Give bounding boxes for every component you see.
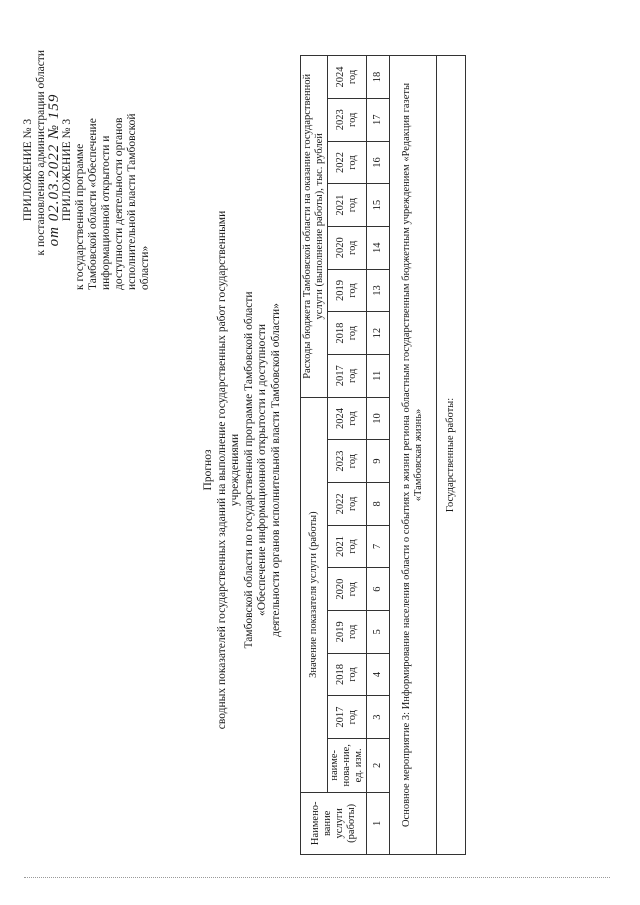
year-word: год (347, 453, 358, 469)
year-word: год (347, 411, 358, 426)
title-line: сводных показателей государственных заданий на выполнение государственных работ государственными учреждениями (215, 210, 241, 730)
title-line: «Обеспечение информационной открытости и доступности (256, 324, 268, 616)
appendix-program-line: Тамбовской области «Обеспечение (87, 118, 99, 290)
column-number: 7 (367, 525, 390, 568)
column-number: 10 (367, 397, 390, 440)
year-word: год (347, 197, 358, 213)
year-value: 2020 (335, 578, 346, 600)
column-number: 15 (367, 184, 390, 227)
appendix-block (22, 50, 152, 290)
column-number: 3 (367, 696, 390, 739)
indicator-year-header (328, 610, 367, 653)
year-word: год (347, 539, 358, 554)
expense-year-header (328, 226, 367, 269)
year-value: 2022 (335, 493, 346, 515)
column-number: 13 (367, 269, 390, 312)
appendix-subheading: ПРИЛОЖЕНИЕ № 3 (61, 118, 73, 222)
column-number: 4 (367, 653, 390, 696)
year-word: год (347, 325, 358, 341)
expense-year-header (328, 354, 367, 397)
column-number: 5 (367, 610, 390, 653)
expense-year-header (328, 269, 367, 312)
year-value: 2017 (335, 365, 346, 387)
indicator-year-header (328, 440, 367, 483)
year-value: 2021 (335, 535, 346, 557)
title-line: деятельности органов исполнительной власти Тамбовской области» (269, 303, 282, 637)
year-word: год (347, 240, 358, 255)
year-value: 2018 (335, 664, 346, 685)
title-word: Прогноз (202, 449, 214, 491)
year-value: 2018 (335, 322, 346, 344)
year-value: 2019 (335, 621, 346, 643)
column-number: 17 (367, 98, 390, 141)
header-row-top (301, 56, 328, 855)
indicator-year-header (328, 653, 367, 696)
handwritten-date-number: от 02.03.2022 № 159 (46, 93, 62, 247)
column-number: 18 (367, 56, 390, 99)
expense-year-header (328, 56, 367, 99)
year-value: 2019 (335, 279, 346, 301)
works-label-cell: Государственные работы: (437, 56, 466, 855)
column-number-row (367, 56, 390, 855)
year-value: 2021 (335, 194, 346, 216)
expense-year-header (328, 184, 367, 227)
expense-year-header (328, 98, 367, 141)
year-value: 2020 (335, 237, 346, 259)
column-number: 11 (367, 354, 390, 397)
scan-edge (24, 867, 610, 878)
indicator-header: Значение показателя услуги (работы) (301, 397, 328, 792)
indicator-year-header (328, 525, 367, 568)
appendix-heading: ПРИЛОЖЕНИЕ № 3 (22, 118, 34, 222)
year-value: 2024 (335, 407, 346, 429)
indicator-year-header (328, 397, 367, 440)
title-line: Тамбовской области по государственной программе Тамбовской области (242, 291, 255, 649)
expense-header: Расходы бюджета Тамбовской области на оказание государственной услуги (выполнение работы), тыс. рублей (301, 56, 328, 398)
document-title (202, 210, 283, 730)
year-word: год (347, 496, 358, 511)
year-word: год (347, 624, 358, 639)
column-number: 1 (367, 792, 390, 854)
main-event-cell: Основное мероприятие 3: Информирование населения области о событиях в жизни региона областным государственным бюджетным учреждением «Редакция газеты «Тамбовская жизнь» (390, 56, 437, 855)
year-word: год (347, 112, 358, 127)
appendix-program-line: информационной открытости и (100, 135, 112, 290)
indicator-year-header (328, 482, 367, 525)
column-number: 8 (367, 482, 390, 525)
expense-year-header (328, 141, 367, 184)
indicator-year-header (328, 568, 367, 611)
rotated-sheet (20, 40, 610, 880)
column-number: 6 (367, 568, 390, 611)
unit-header: наиме-нова-ние, ед. изм. (328, 739, 367, 793)
column-number: 16 (367, 141, 390, 184)
year-word: год (347, 283, 358, 298)
works-row (437, 56, 466, 855)
year-word: год (347, 710, 358, 725)
year-value: 2023 (335, 450, 346, 472)
year-value: 2017 (335, 706, 346, 728)
appendix-program-line: к государственной программе (74, 143, 86, 290)
year-word: год (347, 667, 358, 682)
year-value: 2022 (335, 151, 346, 173)
expense-year-header (328, 312, 367, 355)
year-word: год (347, 581, 358, 597)
name-header: Наимено-вание услуги (работы) (301, 792, 367, 854)
forecast-table (300, 55, 466, 855)
column-number: 2 (367, 739, 390, 793)
year-word: год (347, 368, 358, 383)
year-value: 2023 (335, 109, 346, 131)
appendix-program-line: доступности деятельности органов (113, 117, 125, 290)
column-number: 9 (367, 440, 390, 483)
column-number: 12 (367, 312, 390, 355)
header-row-years (328, 56, 367, 855)
year-word: год (347, 155, 358, 170)
appendix-program-line: области» (139, 245, 151, 290)
appendix-program-line: исполнительной власти Тамбовской (126, 113, 138, 290)
indicator-year-header (328, 696, 367, 739)
main-event-row (390, 56, 437, 855)
appendix-resolution-line: к постановлению администрации области (35, 50, 47, 256)
year-word: год (347, 69, 358, 85)
year-value: 2024 (335, 66, 346, 88)
column-number: 14 (367, 226, 390, 269)
